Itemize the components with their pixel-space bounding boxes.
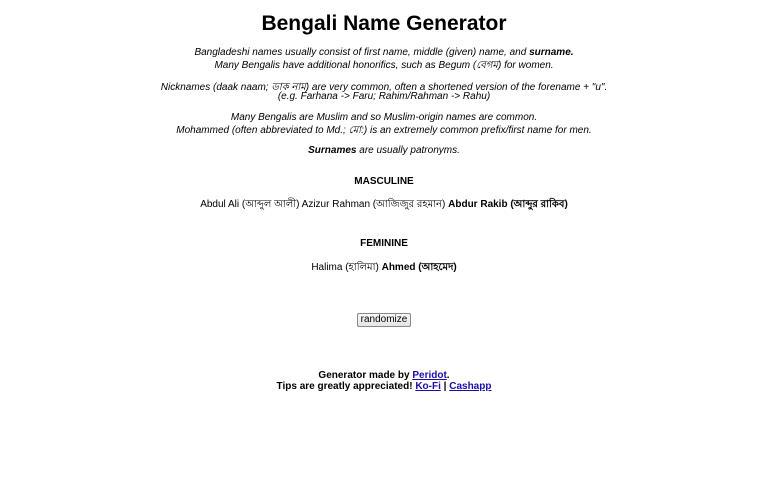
page-title: Bengali Name Generator: [261, 12, 507, 35]
masculine-first-name: Abdul Ali (আব্দুল আলী): [200, 199, 300, 210]
intro-line-4: (e.g. Farhana -> Faru; Rahim/Rahman -> Rahu): [277, 91, 491, 102]
intro-line-7: [0, 145, 768, 156]
tips-text: Tips are greatly appreciated!: [276, 381, 416, 392]
masculine-name-result: [0, 197, 768, 214]
intro-line-2: Many Bengalis have additional honorifics, such as Begum (বেগম) for women.: [214, 60, 554, 71]
intro-line-1: [0, 47, 768, 58]
credit-line: [0, 370, 768, 381]
credit-period: .: [446, 370, 450, 381]
randomize-button[interactable]: randomize: [357, 313, 411, 327]
author-link[interactable]: Peridot: [412, 370, 447, 381]
feminine-heading: FEMININE: [360, 238, 408, 249]
feminine-name-result: [0, 260, 768, 277]
tips-line: [0, 381, 768, 392]
credit-text: Generator made by: [318, 370, 413, 381]
kofi-link[interactable]: Ko-Fi: [415, 381, 441, 392]
feminine-first-name: Halima (হালিমা): [311, 262, 382, 273]
intro-line-3: Nicknames (daak naam; ডাক নাম) are very common, often a shortened version of the forename + "u".: [160, 82, 608, 93]
cashapp-link[interactable]: Cashapp: [449, 381, 492, 392]
masculine-heading: MASCULINE: [354, 176, 414, 187]
link-separator: |: [440, 381, 450, 392]
masculine-surname: Abdur Rakib (আব্দুর রাকিব): [448, 199, 568, 210]
surnames-emphasis: Surnames: [308, 145, 357, 156]
intro-line-5: Many Bengalis are Muslim and so Muslim-origin names are common.: [230, 112, 538, 123]
masculine-middle-name: Azizur Rahman (আজিজুর রহমান): [299, 199, 449, 210]
intro-text: Bangladeshi names usually consist of first name, middle (given) name, and: [194, 47, 530, 58]
intro-text: are usually patronyms.: [356, 145, 460, 156]
intro-line-6: Mohammed (often abbreviated to Md.; মো:) is an extremely common prefix/first name for men.: [176, 125, 592, 136]
feminine-surname: Ahmed (আহমেদ): [381, 262, 457, 273]
intro-period: .: [570, 47, 574, 58]
intro-surname-emphasis: surname: [529, 47, 571, 58]
